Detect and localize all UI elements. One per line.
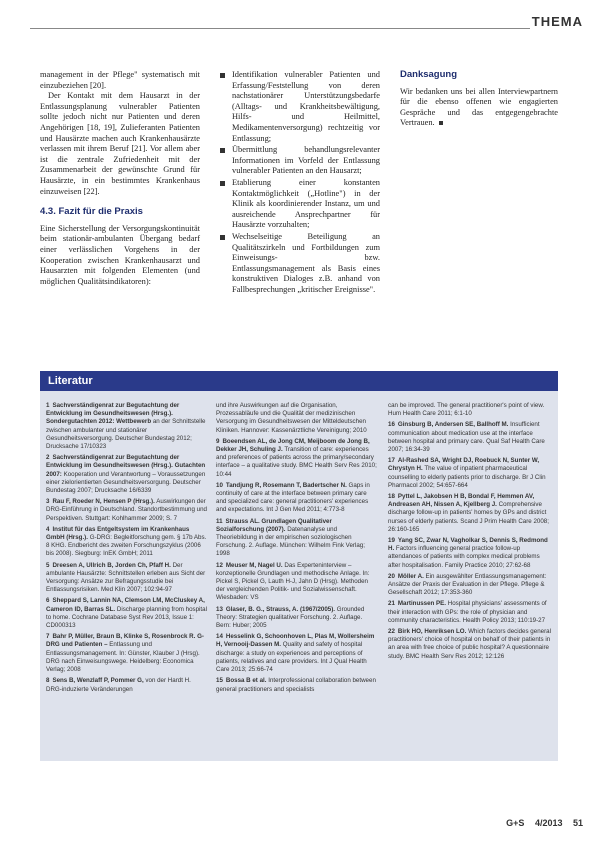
reference-number: 7 — [46, 633, 50, 641]
reference-entry — [388, 493, 552, 534]
reference-entry — [388, 600, 552, 625]
reference-text: Factors influencing general practice follow-up attendances of patients with complex medical problems after hospitalisation. Family Practice 2010; 27:62-68 — [388, 545, 540, 569]
reference-text: und ihre Auswirkungen auf die Organisation, Prozessabläufe und die Qualität der medizinischen Versorgung im Gesundheitswesen der Mitteldeutschen Kliniken. Hannover: Kassenärztliche Vereinigung; 2010 — [216, 402, 367, 434]
reference-authors: Institut für das Entgeltsystem im Krankenhaus GmbH (Hrsg.). — [46, 525, 190, 542]
reference-text: Auswirkungen der DRG-Einführung in Deutschland. Standortbestimmung und Perspektiven. Stuttgart: Kohlhammer 2009; S. 7 — [46, 498, 207, 522]
end-mark-icon — [439, 121, 443, 125]
reference-text: can be improved. The general practitioner's point of view. Hum Health Care 2011; 6:1-10 — [388, 402, 545, 418]
reference-column-3 — [388, 402, 552, 664]
reference-entry — [216, 677, 378, 693]
reference-text: Discharge planning from hospital to home. Cochrane Database Syst Rev 2013, Issue 1: CD000313 — [46, 605, 207, 630]
reference-number: 21 — [388, 600, 395, 608]
bullet-item: Wechselseitige Beteiligung an Qualitätszirkeln und Fortbildungen zum Einweisungs- bzw. Entlassungsmanagement als Basis eines konstruktiven Dialoges z.B. anhand von Fallbesprechungen „kritischer Ereignisse". — [220, 232, 380, 296]
reference-authors: Hesselink G, Schoonhoven L, Plas M, Wollersheim H, Vernooij-Dassen M. — [216, 633, 375, 649]
reference-number: 12 — [216, 561, 223, 569]
reference-text: Grounded Theory: Strategien qualitativer Forschung. 2. Auflage. Bern: Huber; 2005 — [216, 605, 365, 630]
reference-entry — [46, 454, 208, 495]
reference-text: Comprehensive discharge follow-up in patients' homes by GPs and district nurses of elderly patients. Scand J Prim Health Care 2008; 26:160-165 — [388, 501, 549, 533]
reference-text: Quality and safety of hospital discharge: a study on experiences and perceptions of patients, relatives and care providers. Int J Qual Health Care 2013; 25:66-74 — [216, 641, 367, 674]
page-footer — [498, 818, 583, 828]
reference-authors: Yang SC, Zwar N, Vagholkar S, Dennis S, Redmond H. — [388, 537, 548, 553]
reference-number: 22 — [388, 628, 395, 636]
reference-text: The value of inpatient pharmaceutical counselling to elderly patients prior to discharge. Br J Clin Pharmacol 2002; 54:657-664 — [388, 465, 546, 489]
reference-authors: Möller A. — [397, 572, 424, 580]
reference-entry — [388, 421, 552, 454]
reference-text: von der Hardt H. DRG-induzierte Veränderungen — [46, 677, 191, 693]
reference-text: Which factors decides general practitioners' choice of hospital on behalf of their patients in an area with free choice of public hospital? A questionnaire study. BMC Health Serv Res 2012; 12:126 — [388, 628, 551, 660]
page-number: 51 — [572, 818, 583, 828]
reference-authors: Al-Rashed SA, Wright DJ, Roebuck N, Sunter W, Chrystyn H. — [388, 457, 540, 473]
reference-number: 8 — [46, 677, 50, 685]
reference-authors: Tandjung R, Rosemann T, Badertscher N. — [225, 481, 347, 489]
reference-text: Interprofessional collaboration between general practitioners and specialists — [216, 677, 376, 693]
acknowledgement-text: Wir bedanken uns bei allen Interviewpartnern für die ebenso offenen wie engagierten Gespräche und das entgegengebrachte Vertrauen. — [400, 86, 558, 128]
reference-authors: Dreesen A, Ullrich B, Jorden Ch, Pfaff H. — [52, 561, 171, 569]
reference-entry — [216, 518, 378, 559]
reference-entry — [216, 402, 378, 435]
reference-authors: Bahr P, Müller, Braun B, Klinke S, Rosenbrock R. G-DRG und Patienten – — [46, 633, 204, 649]
header-rule — [30, 28, 530, 29]
reference-authors: Sheppard S, Lannin NA, Clemson LM, McCluskey A, Cameron ID, Barras SL. — [46, 597, 205, 613]
reference-authors: Rau F, Roeder N, Hensen P (Hrsg.). — [52, 498, 155, 506]
reference-authors: Martinussen PE. — [397, 600, 447, 608]
reference-authors: Pyttel L, Jakobsen H B, Bondal F, Hemmen AV, Andreasen AH, Nissen A, Kjellberg J. — [388, 493, 535, 509]
reference-text: Entlassung und Entlassungsmanagement. In: Günster, Klauber J (Hrsg). DRG nach Einweisungswege. Heidelberg: Economica Verlag; 2008 — [46, 641, 200, 674]
subheading: 4.3. Fazit für die Praxis — [40, 206, 143, 218]
reference-text: Ein ausgewählter Entlassungsmanagement: Ansätze der Praxis der Evaluation in der Pflege. Pflege & Gesellschaft 2012; 17:353-360 — [388, 572, 547, 597]
reference-number: 13 — [216, 605, 223, 613]
reference-authors: Birk HO, Henriksen LO. — [397, 628, 467, 636]
reference-number: 10 — [216, 481, 223, 489]
reference-number: 5 — [46, 561, 50, 569]
reference-number: 18 — [388, 493, 395, 501]
reference-authors: Sens B, Wenzlaff P, Pommer G, — [52, 677, 144, 685]
reference-column-1 — [46, 402, 208, 697]
reference-number: 1 — [46, 402, 50, 409]
reference-text: Der ambulante Hausärzte: Schnittstellen erleben aus Sicht der Versorgung: Ansätze zur Befragungsstudie bei Entlassungsrisiken. Med Klin 2007; 102:94-97 — [46, 561, 206, 594]
reference-text: Gaps in continuity of care at the interface between primary care and specialized care: general practitioners' experiences and expectations. Int J Gen Med 2011; 4:773-8 — [216, 481, 370, 514]
reference-number: 20 — [388, 572, 395, 580]
reference-text: G-DRG: Begleitforschung gem. § 17b Abs. 8 KHG. Endbericht des zweiten Forschungszyklus (2006 bis 2008). Siegburg: InEK GmbH; 2011 — [46, 534, 207, 558]
reference-authors: Meuser M, Nagel U. — [225, 561, 283, 569]
reference-text: Datenanalyse und Theoriebildung in der empirischen soziologischen Forschung. 2. Auflage. München: Wilhelm Fink Verlag; 1998 — [216, 525, 365, 558]
journal-name: G+S — [506, 818, 525, 828]
reference-text: Hospital physicians' assessments of their interaction with GPs: the role of physician and community characteristics. Health Policy 2013; 110:19-27 — [388, 600, 547, 624]
reference-authors: Boeendsen AL, de Jong CM, Meijboom de Jong B, Dekker JH, Schuling J. — [216, 437, 370, 454]
reference-number: 16 — [388, 421, 395, 429]
reference-text: Transition of care: experiences and preferences of patients across the primary/secondary interface – a qualitative study. BMC Health Serv Res 2010; 10:44 — [216, 446, 377, 478]
reference-number: 3 — [46, 498, 50, 506]
reference-authors: Ginsburg B, Andersen SE, Ballhoff M. — [397, 421, 509, 429]
reference-entry — [46, 498, 208, 523]
bullet-item: Übermittlung behandlungsrelevanter Informationen im Vorfeld der Entlassung vulnerabler Patienten an den Hausarzt; — [220, 145, 380, 177]
reference-entry — [388, 537, 552, 570]
reference-number: 19 — [388, 537, 395, 545]
reference-entry — [216, 438, 378, 479]
reference-number: 11 — [216, 517, 223, 525]
paragraph: management in der Pflege" systematisch mit einzubeziehen [20]. — [40, 70, 200, 90]
reference-entry — [46, 597, 208, 630]
reference-number: 6 — [46, 597, 50, 605]
reference-entry — [216, 482, 378, 515]
text-column-1 — [40, 70, 200, 287]
section-label: THEMA — [531, 14, 583, 29]
reference-entry — [46, 677, 208, 693]
reference-text: Das Experteninterview – konzeptionelle Grundlagen und methodische Anlage. In: Pickel S, Pickel G, Lauth H-J, Jahn D (Hrsg). Methoden der vergleichenden Politik- und Sozialwissenschaft. Wiesbaden: VS — [216, 561, 370, 602]
reference-entry — [388, 573, 552, 598]
acknowledgement-heading: Danksagung — [400, 69, 458, 80]
reference-number: 14 — [216, 633, 223, 641]
reference-number: 15 — [216, 677, 223, 685]
literature-heading: Literatur — [40, 371, 558, 391]
reference-entry — [46, 526, 208, 559]
bullet-item: Etablierung einer konstanten Kontaktmöglichkeit („Hotline") in der Klinik als koordinierender Instanz, um und ausreichende Ansprechpartner für Hausärzte vorzuhalten; — [220, 178, 380, 231]
reference-number: 4 — [46, 525, 50, 533]
reference-authors: Strauss AL. Grundlagen Qualitativer Sozialforschung (2007). — [216, 517, 332, 533]
text-column-2 — [220, 70, 380, 296]
reference-entry — [216, 562, 378, 603]
reference-number: 9 — [216, 437, 220, 445]
reference-entry — [388, 457, 552, 490]
reference-entry — [46, 402, 208, 451]
reference-text: an der Schnittstelle zwischen ambulanter und stationärer Gesundheitsversorgung. Deutscher Bundestag 2012; Drucksache 17/10323 — [46, 418, 206, 451]
reference-entry — [216, 606, 378, 631]
reference-number: 2 — [46, 454, 50, 462]
reference-text: Insufficient communication about medication use at the interface between hospital and primary care. Qual Saf Health Care 2007; 16:34-39 — [388, 421, 545, 454]
reference-authors: Sachverständigenrat zur Begutachtung der Entwicklung im Gesundheitswesen (Hrsg.). Sondergutachten 2012: Wettbewerb — [46, 402, 180, 426]
reference-authors: Sachverständigenrat zur Begutachtung der Entwicklung im Gesundheitswesen (Hrsg.). Gutachten 2007: — [46, 454, 206, 478]
reference-authors: Bossa B et al. — [225, 677, 267, 685]
text-column-3 — [400, 70, 558, 129]
bullet-item: Identifikation vulnerabler Patienten und Erfassung/Feststellung von deren nachstationärer Unterstützungsbedarfe (Alltags- und Krankheitsbewältigung, Hilfs- und Heilmittel, Medikamentenversorgung) rechtzeitig vor Entlassung; — [220, 70, 380, 144]
bullet-list — [220, 70, 380, 295]
reference-entry — [46, 562, 208, 595]
reference-column-2 — [216, 402, 378, 697]
reference-authors: Glaser, B. G., Strauss, A. (1967/2005). — [225, 605, 336, 613]
reference-entry — [216, 633, 378, 674]
paragraph: Der Kontakt mit dem Hausarzt in der Entlassungsplanung vulnerabler Patienten sollte jedoch nicht nur Patienten und deren Angehörigen [18, 19], Zulieferanten Patienten und Hausärzte machen auch Krankenhausärzte verlassen mit ihrem Beruf [21]. Vor allem aber ist die zentrale Zufriedenheit mit der Zusammenarbeit der gewünschte Grund für Hausärzte, in ein bestimmtes Krankenhaus einzuweisen [22]. — [40, 91, 200, 196]
reference-number: 17 — [388, 457, 395, 465]
reference-text: Kooperation und Verantwortung – Voraussetzungen einer zielorientierten Gesundheitsversorgung. Deutscher Bundestag 2007; Drucksache 16/6339 — [46, 470, 206, 495]
issue-number: 4/2013 — [534, 818, 563, 828]
reference-entry — [388, 402, 552, 418]
reference-entry — [388, 628, 552, 661]
paragraph: Eine Sicherstellung der Versorgungskontinuität beim stationär-ambulanten Übergang bedarf einer verlässlichen Vorgehens in der Kooperation zwischen Krankenhausarzt und Hausarzten mit folgenden Elementen (und möglichen Qualitätsindikatoren): — [40, 223, 200, 286]
reference-entry — [46, 633, 208, 674]
